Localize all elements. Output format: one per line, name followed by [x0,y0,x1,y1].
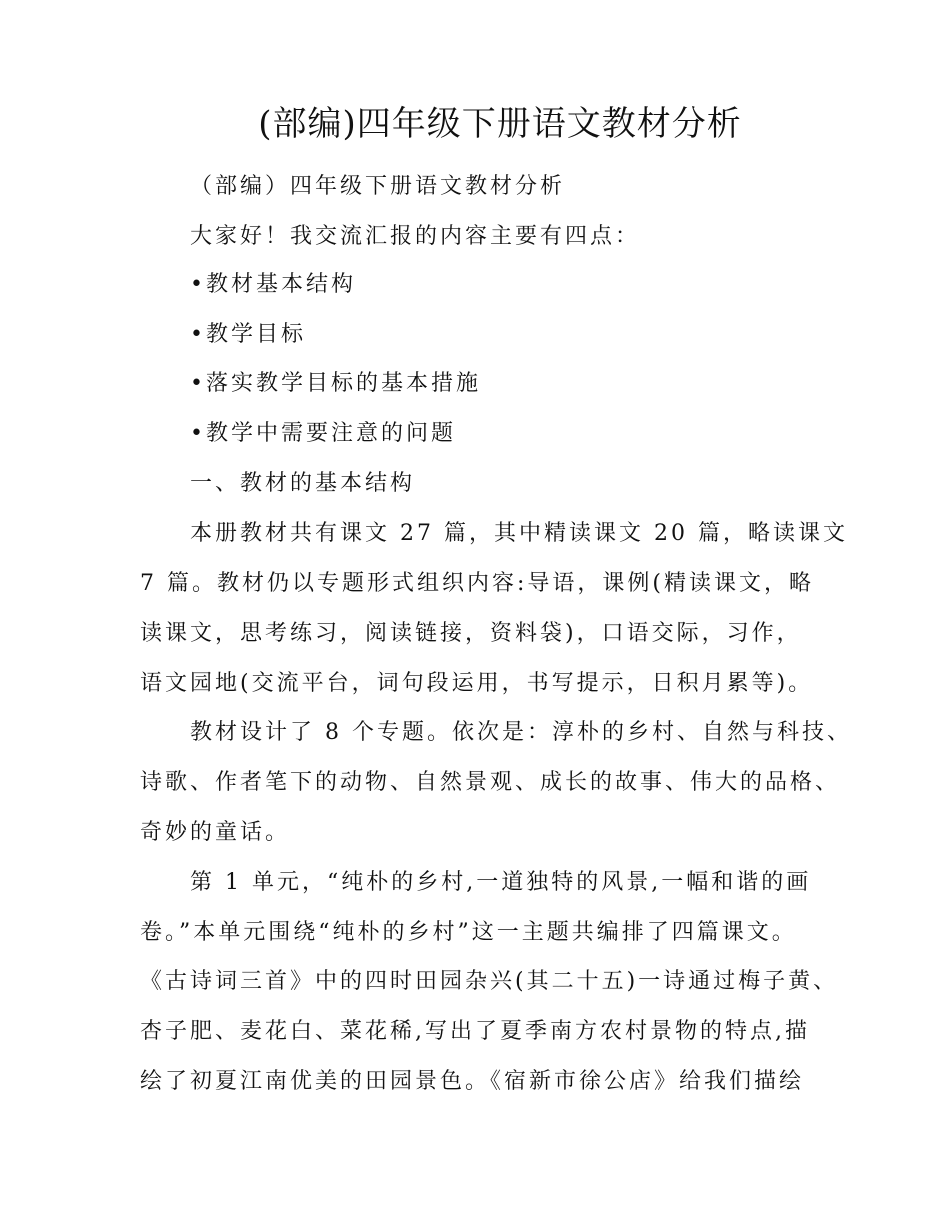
bullet-item: •教学中需要注意的问题 [190,421,456,446]
paragraph-line: 诗歌、作者笔下的动物、自然景观、成长的故事、伟大的品格、 [140,770,841,795]
bullet-item: •教材基本结构 [190,272,356,297]
paragraph-line: 语文园地(交流平台，词句段运用，书写提示，日积月累等)。 [140,671,814,696]
paragraph-line: 本册教材共有课文 27 篇，其中精读课文 20 篇，略读课文 [190,521,848,546]
paragraph-line: 奇妙的童话。 [140,820,291,845]
paragraph-line: 第 1 单元，“纯朴的乡村,一道独特的风景,一幅和谐的画 [190,870,812,895]
paragraph-line: 绘了初夏江南优美的田园景色。《宿新市徐公店》给我们描绘 [140,1069,805,1094]
paragraph-line: 教材设计了 8 个专题。依次是：淳朴的乡村、自然与科技、 [190,720,852,745]
paragraph-line: 7 篇。教材仍以专题形式组织内容:导语，课例(精读课文，略 [140,571,814,596]
bullet-item: •落实教学目标的基本措施 [190,371,481,396]
greeting-text: 大家好！我交流汇报的内容主要有四点： [190,224,641,249]
paragraph-line: 读课文，思考练习，阅读链接，资料袋)，口语交际，习作， [140,621,802,646]
paragraph-line: 卷。”本单元围绕“纯朴的乡村”这一主题共编排了四篇课文。 [140,920,797,945]
bullet-item: •教学目标 [190,322,306,347]
paragraph-line: 《古诗词三首》中的四时田园杂兴(其二十五)一诗通过梅子黄、 [140,969,839,994]
document-title: (部编)四年级下册语文教材分析 [258,104,742,144]
paragraph-line: 杏子肥、麦花白、菜花稀,写出了夏季南方农村景物的特点,描 [140,1019,810,1044]
document-subtitle: （部编）四年级下册语文教材分析 [190,174,566,199]
section-heading: 一、教材的基本结构 [190,471,416,496]
